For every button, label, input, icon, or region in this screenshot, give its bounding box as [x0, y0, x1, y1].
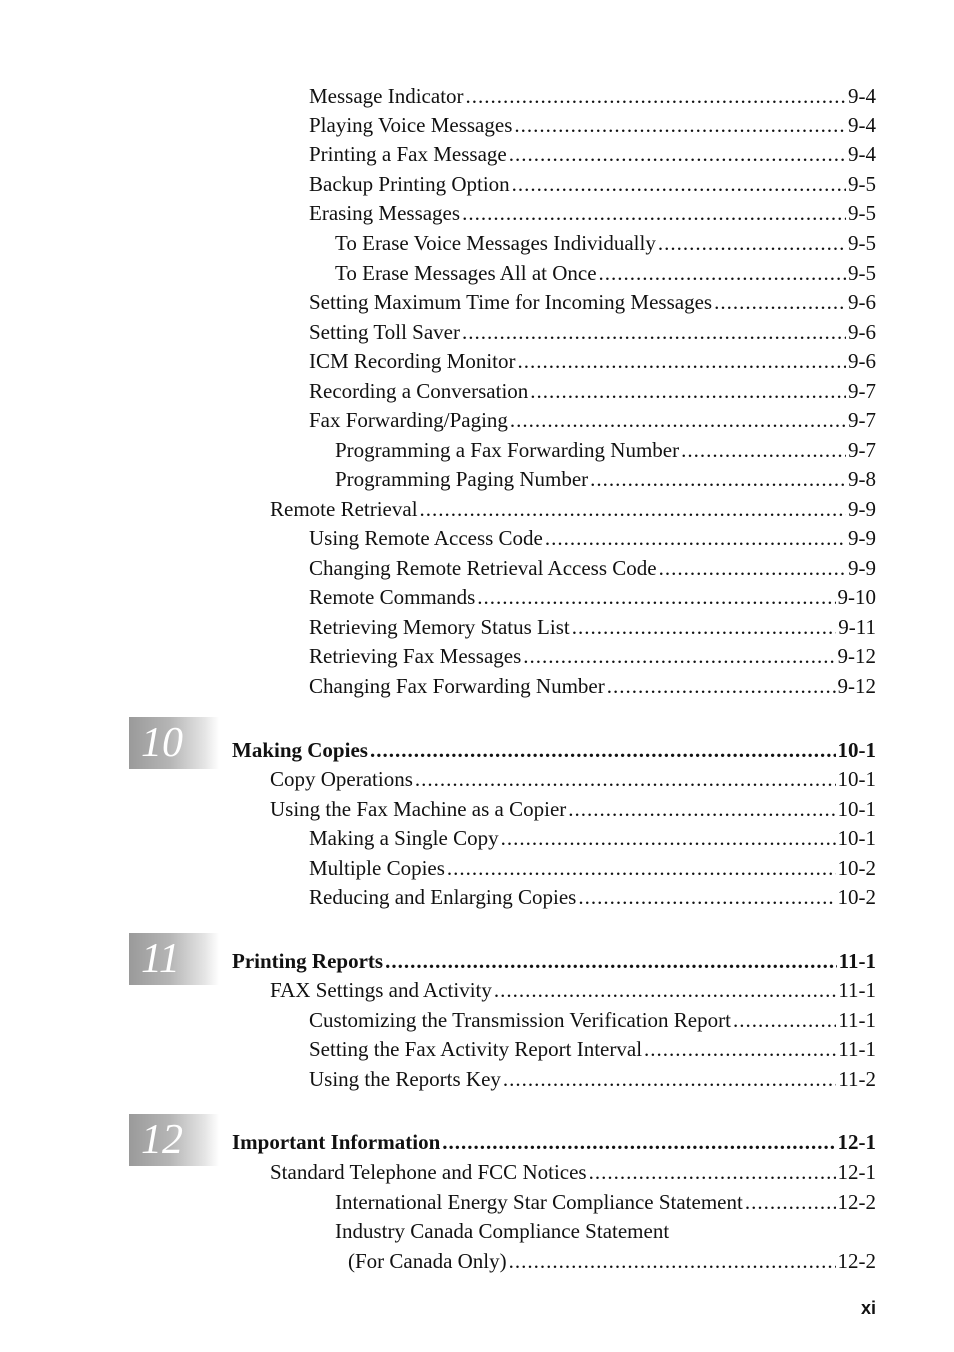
- toc-entry-page: 11-1: [838, 978, 876, 1002]
- toc-leader-dots: [420, 495, 846, 523]
- toc-entry[interactable]: [309, 613, 876, 641]
- toc-entry[interactable]: [309, 111, 876, 139]
- toc-leader-dots: [578, 883, 835, 911]
- toc-leader-dots: [607, 672, 836, 700]
- toc-leader-dots: [590, 465, 846, 493]
- toc-leader-dots: [745, 1188, 836, 1216]
- toc-entry-page: 9-7: [848, 438, 876, 462]
- toc-entry-title: Retrieving Fax Messages: [309, 644, 522, 668]
- toc-leader-dots: [503, 1065, 836, 1093]
- toc-entry-title: Copy Operations: [270, 767, 413, 791]
- toc-entry-title: Retrieving Memory Status List: [309, 615, 570, 639]
- toc-entry-title: Setting Maximum Time for Incoming Messages: [309, 290, 713, 314]
- toc-leader-dots: [681, 436, 846, 464]
- toc-leader-dots: [509, 140, 846, 168]
- toc-entry[interactable]: [335, 1188, 876, 1216]
- toc-entry[interactable]: [335, 465, 876, 493]
- toc-entry[interactable]: [309, 318, 876, 346]
- toc-entry-page: 9-11: [838, 615, 876, 639]
- toc-leader-dots: [494, 976, 836, 1004]
- chapter-number: 10: [141, 720, 183, 766]
- toc-entry-title: Programming Paging Number: [335, 467, 589, 491]
- toc-leader-dots: [415, 765, 836, 793]
- toc-entry-page: 9-12: [837, 674, 876, 698]
- toc-leader-dots: [501, 824, 836, 852]
- toc-entry[interactable]: [348, 1247, 876, 1275]
- toc-leader-dots: [477, 583, 835, 611]
- toc-entry[interactable]: [309, 854, 876, 882]
- toc-leader-dots: [599, 259, 846, 287]
- toc-leader-dots: [572, 613, 837, 641]
- toc-leader-dots: [385, 947, 837, 975]
- chapter-heading[interactable]: [232, 736, 876, 764]
- toc-entry-title: Setting the Fax Activity Report Interval: [309, 1037, 643, 1061]
- toc-leader-dots: [733, 1006, 836, 1034]
- toc-entry-title: Using the Fax Machine as a Copier: [270, 797, 567, 821]
- toc-entry-title: Changing Remote Retrieval Access Code: [309, 556, 657, 580]
- toc-entry[interactable]: [309, 82, 876, 110]
- toc-entry-page: 11-2: [838, 1067, 876, 1091]
- toc-entry-title: Reducing and Enlarging Copies: [309, 885, 577, 909]
- toc-entry[interactable]: [270, 1158, 876, 1186]
- toc-entry-page: 12-1: [837, 1130, 876, 1154]
- toc-entry-page: 9-4: [848, 142, 876, 166]
- toc-entry-title: Important Information: [232, 1130, 441, 1154]
- toc-entry-page: 11-1: [838, 1008, 876, 1032]
- toc-entry[interactable]: [270, 976, 876, 1004]
- chapter-tab-11: [129, 933, 219, 985]
- chapter-heading[interactable]: [232, 1128, 876, 1156]
- toc-entry-page: 11-1: [838, 1037, 876, 1061]
- toc-leader-dots: [466, 82, 846, 110]
- toc-entry[interactable]: [309, 199, 876, 227]
- toc-entry[interactable]: [309, 1035, 876, 1063]
- toc-leader-dots: [644, 1035, 836, 1063]
- toc-entry-title: Remote Retrieval: [270, 497, 418, 521]
- toc-leader-dots: [659, 554, 846, 582]
- toc-entry-title: Remote Commands: [309, 585, 476, 609]
- toc-entry-title: Erasing Messages: [309, 201, 461, 225]
- toc-entry[interactable]: [335, 229, 876, 257]
- toc-entry[interactable]: [309, 170, 876, 198]
- toc-entry[interactable]: [335, 259, 876, 287]
- chapter-number: 11: [141, 936, 180, 982]
- toc-entry-title: Fax Forwarding/Paging: [309, 408, 508, 432]
- toc-entry-title: Printing Reports: [232, 949, 384, 973]
- toc-entry-title: To Erase Voice Messages Individually: [335, 231, 656, 255]
- toc-entry-title: Standard Telephone and FCC Notices: [270, 1160, 587, 1184]
- toc-entry[interactable]: [309, 583, 876, 611]
- toc-entry-page: 10-2: [837, 885, 876, 909]
- toc-leader-dots: [517, 347, 846, 375]
- toc-leader-dots: [714, 288, 846, 316]
- toc-entry-page: 9-10: [837, 585, 876, 609]
- toc-entry[interactable]: [309, 1006, 876, 1034]
- toc-entry-page: 10-2: [837, 856, 876, 880]
- toc-entry-page: 10-1: [837, 797, 876, 821]
- toc-entry-page: 9-7: [848, 379, 876, 403]
- toc-entry-page: 9-9: [848, 556, 876, 580]
- chapter-number: 12: [141, 1117, 183, 1163]
- toc-entry-title: (For Canada Only): [348, 1249, 507, 1273]
- toc-entry-title: Changing Fax Forwarding Number: [309, 674, 605, 698]
- toc-leader-dots: [510, 406, 846, 434]
- toc-entry-title: Customizing the Transmission Verification Report: [309, 1008, 731, 1032]
- toc-entry-page: 9-4: [848, 113, 876, 137]
- toc-entry[interactable]: [309, 642, 876, 670]
- toc-entry[interactable]: [270, 495, 876, 523]
- toc-entry-title: Multiple Copies: [309, 856, 445, 880]
- toc-entry-title: Setting Toll Saver: [309, 320, 460, 344]
- toc-entry-title: Backup Printing Option: [309, 172, 510, 196]
- toc-leader-dots: [545, 524, 846, 552]
- toc-entry-title: International Energy Star Compliance Statement: [335, 1190, 743, 1214]
- toc-entry-page: 9-6: [848, 320, 876, 344]
- toc-entry[interactable]: [309, 524, 876, 552]
- toc-entry-title: Programming a Fax Forwarding Number: [335, 438, 680, 462]
- toc-entry[interactable]: [309, 347, 876, 375]
- toc-entry[interactable]: [309, 140, 876, 168]
- toc-leader-dots: [462, 318, 846, 346]
- toc-entry-title: Using Remote Access Code: [309, 526, 543, 550]
- toc-entry-page: 9-5: [848, 201, 876, 225]
- toc-entry-page: 9-5: [848, 231, 876, 255]
- toc-entry[interactable]: [309, 1065, 876, 1093]
- toc-leader-dots: [370, 736, 836, 764]
- toc-entry-page: 10-1: [837, 826, 876, 850]
- toc-entry-page: 9-5: [848, 172, 876, 196]
- toc-entry-page: 9-9: [848, 526, 876, 550]
- toc-entry[interactable]: [335, 1217, 876, 1245]
- toc-entry-page: 9-6: [848, 290, 876, 314]
- toc-entry-page: 9-12: [837, 644, 876, 668]
- toc-entry-title: Printing a Fax Message: [309, 142, 507, 166]
- chapter-tab-10: [129, 717, 219, 769]
- toc-entry[interactable]: [309, 824, 876, 852]
- toc-entry-page: 9-9: [848, 497, 876, 521]
- toc-leader-dots: [530, 377, 846, 405]
- toc-leader-dots: [568, 795, 835, 823]
- toc-leader-dots: [514, 111, 846, 139]
- toc-entry[interactable]: [270, 795, 876, 823]
- toc-entry-page: 11-1: [838, 949, 876, 973]
- toc-entry-title: Message Indicator: [309, 84, 464, 108]
- toc-entry[interactable]: [309, 672, 876, 700]
- toc-entry-page: 9-7: [848, 408, 876, 432]
- toc-entry[interactable]: [270, 765, 876, 793]
- toc-entry-title: To Erase Messages All at Once: [335, 261, 597, 285]
- toc-entry-page: 9-4: [848, 84, 876, 108]
- toc-entry[interactable]: [309, 554, 876, 582]
- toc-entry-title: Recording a Conversation: [309, 379, 529, 403]
- chapter-tab-12: [129, 1114, 219, 1166]
- page-number: xi: [860, 1298, 876, 1318]
- toc-entry[interactable]: [309, 288, 876, 316]
- toc-entry-title: Playing Voice Messages: [309, 113, 513, 137]
- toc-entry-title: Making Copies: [232, 738, 368, 762]
- toc-entry-title: FAX Settings and Activity: [270, 978, 492, 1002]
- toc-entry-page: 9-5: [848, 261, 876, 285]
- toc-entry[interactable]: [309, 377, 876, 405]
- toc-leader-dots: [589, 1158, 836, 1186]
- toc-entry-title: ICM Recording Monitor: [309, 349, 516, 373]
- toc-leader-dots: [462, 199, 846, 227]
- toc-entry-page: 9-8: [848, 467, 876, 491]
- toc-entry[interactable]: [335, 436, 876, 464]
- toc-leader-dots: [442, 1128, 835, 1156]
- toc-leader-dots: [658, 229, 846, 257]
- toc-leader-dots: [512, 170, 846, 198]
- toc-entry-page: 10-1: [837, 738, 876, 762]
- toc-entry-page: 12-2: [837, 1190, 876, 1214]
- toc-entry-page: 12-2: [837, 1249, 876, 1273]
- toc-entry[interactable]: [309, 406, 876, 434]
- toc-entry-page: 9-6: [848, 349, 876, 373]
- toc-entry-title: Industry Canada Compliance Statement: [335, 1219, 670, 1243]
- chapter-heading[interactable]: [232, 947, 876, 975]
- toc-entry-title: Making a Single Copy: [309, 826, 499, 850]
- toc-leader-dots: [523, 642, 835, 670]
- toc-leader-dots: [447, 854, 836, 882]
- toc-entry[interactable]: [309, 883, 876, 911]
- toc-entry-page: 12-1: [837, 1160, 876, 1184]
- toc-entry-page: 10-1: [837, 767, 876, 791]
- toc-entry-title: Using the Reports Key: [309, 1067, 501, 1091]
- toc-leader-dots: [509, 1247, 836, 1275]
